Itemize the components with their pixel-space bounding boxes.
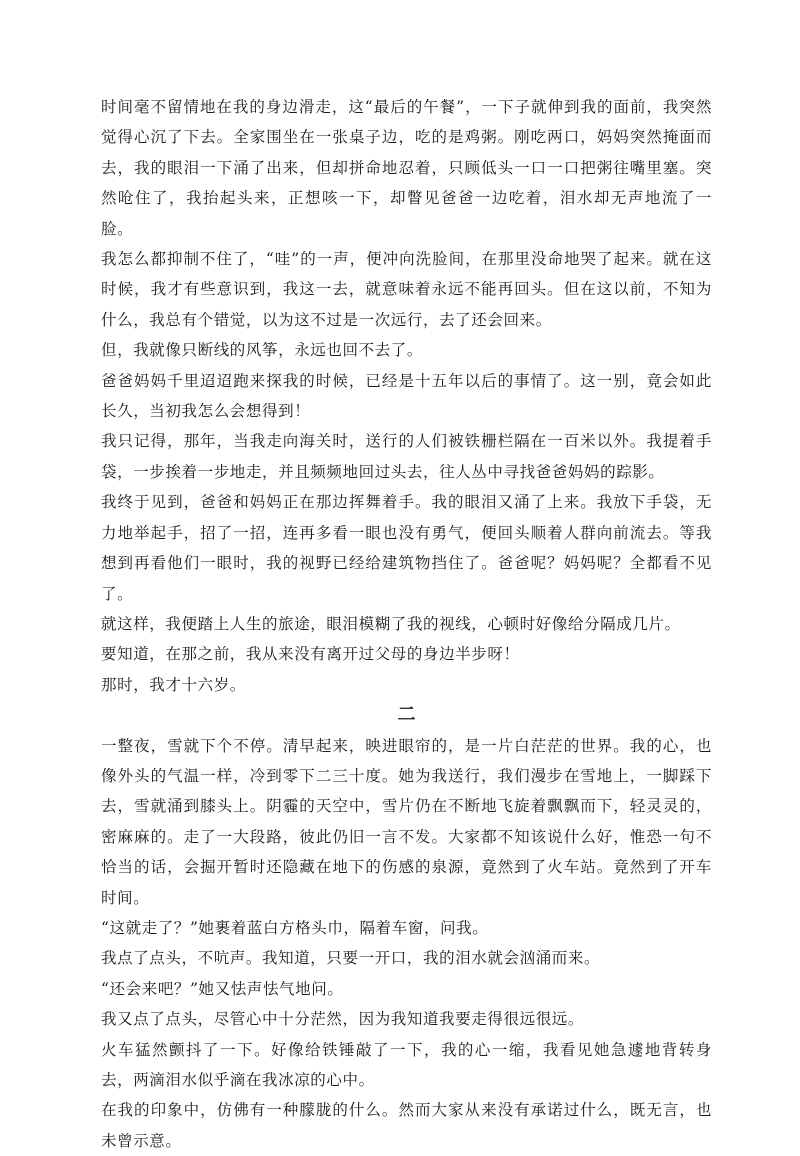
paragraph: 我怎么都抑制不住了，“哇”的一声，便冲向洗脸间，在那里没命地哭了起来。就在这时候，我才有些意识到，我这一去，就意味着永远不能再回头。但在这以前，不知为什么，我总有个错觉，以为这不过是一次远行，去了还会回来。: [101, 250, 712, 329]
paragraph: 时间毫不留情地在我的身边滑走，这“最后的午餐”，一下子就伸到我的面前，我突然觉得心沉了下去。全家围坐在一张桌子边，吃的是鸡粥。刚吃两口，妈妈突然掩面而去，我的眼泪一下涌了出来，但却拼命地忍着，只顾低头一口一口把粥往嘴里塞。突然呛住了，我抬起头来，正想咳一下，却瞥见爸爸一边吃着，泪水却无声地流了一脸。: [101, 98, 712, 238]
paragraph: 火车猛然颤抖了一下。好像给铁锤敲了一下，我的心一缩，我看见她急遽地背转身去，两滴泪水似乎滴在我冰凉的心中。: [101, 1040, 712, 1089]
paragraph: 一整夜，雪就下个不停。清早起来，映进眼帘的，是一片白茫茫的世界。我的心，也像外头的气温一样，冷到零下二三十度。她为我送行，我们漫步在雪地上，一脚踩下去，雪就涌到膝头上。阴霾的天空中，雪片仍在不断地飞旋着飘飘而下，轻灵灵的，密麻麻的。走了一大段路，彼此仍旧一言不发。大家都不知该说什么好，惟恐一句不恰当的话，会掘开暂时还隐藏在地下的伤感的泉源，竟然到了火车站。竟然到了开车时间。: [101, 736, 712, 907]
paragraph: 那时，我才十六岁。: [101, 675, 246, 694]
paragraph: 要知道，在那之前，我从来没有离开过父母的身边半步呀！: [101, 645, 520, 664]
paragraph: “这就走了？”她裹着蓝白方格头巾，隔着车窗，问我。: [101, 918, 489, 937]
paragraph: 爸爸妈妈千里迢迢跑来探我的时候，已经是十五年以后的事情了。这一别，竟会如此长久，当初我怎么会想得到！: [101, 371, 712, 421]
paragraph: 我点了点头，不吭声。我知道，只要一开口，我的泪水就会汹涌而来。: [101, 949, 601, 968]
paragraph: 就这样，我便踏上人生的旅途，眼泪模糊了我的视线，心顿时好像给分隔成几片。: [101, 614, 681, 633]
paragraph: 我又点了点头，尽管心中十分茫然，因为我知道我要走得很远很远。: [101, 1010, 585, 1029]
paragraph: 我只记得，那年，当我走向海关时，送行的人们被铁栅栏隔在一百米以外。我提着手袋，一步挨着一步地走，并且频频地回过头去，往人丛中寻找爸爸妈妈的踪影。: [101, 432, 712, 481]
section-heading: 二: [397, 704, 416, 726]
paragraph: “还会来吧？”她又怯声怯气地问。: [101, 979, 344, 998]
paragraph: 我终于见到，爸爸和妈妈正在那边挥舞着手。我的眼泪又涌了上来。我放下手袋，无力地举起手，招了一招，连再多看一眼也没有勇气，便回头顺着人群向前流去。等我想到再看他们一眼时，我的视野已经给建筑物挡住了。爸爸呢？妈妈呢？全都看不见了。: [101, 493, 712, 603]
paragraph: 但，我就像只断线的风筝，永远也回不去了。: [101, 341, 424, 360]
paragraph: 在我的印象中，仿佛有一种朦胧的什么。然而大家从来没有承诺过什么，既无言，也未曾示意。: [101, 1101, 712, 1150]
essay-body: [101, 92, 712, 1156]
